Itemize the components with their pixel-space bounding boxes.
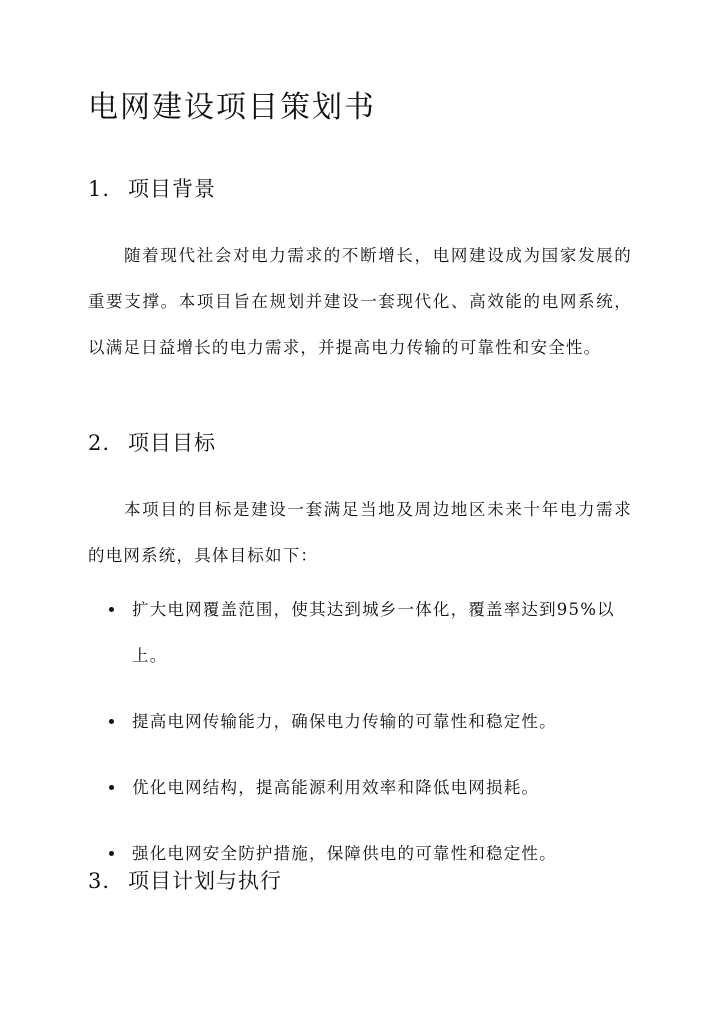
section-number: 2.: [88, 431, 111, 455]
bullet-text: 扩大电网覆盖范围，使其达到城乡一体化，覆盖率达到95%以上。: [132, 600, 615, 665]
goals-paragraph: 本项目的目标是建设一套满足当地及周边地区未来十年电力需求的电网系统，具体目标如下：: [88, 500, 632, 565]
list-item: [88, 765, 648, 811]
section-title: 项目背景: [128, 177, 216, 201]
section-heading-background: [88, 174, 216, 204]
document-title: 电网建设项目策划书: [88, 90, 376, 125]
section-heading-plan: [88, 866, 282, 896]
section-number: 1.: [88, 177, 111, 201]
background-paragraph: 随着现代社会对电力需求的不断增长，电网建设成为国家发展的重要支撑。本项目旨在规划并建设一套现代化、高效能的电网系统，以满足日益增长的电力需求，并提高电力传输的可靠性和安全性。: [88, 246, 632, 357]
bullet-dot-icon: [109, 607, 114, 612]
list-item: [88, 699, 648, 745]
bullet-dot-icon: [109, 719, 114, 724]
section-title: 项目计划与执行: [128, 869, 282, 893]
section-heading-goals: [88, 428, 216, 458]
bullet-text: 强化电网安全防护措施，保障供电的可靠性和稳定性。: [132, 844, 557, 863]
list-item: [88, 587, 648, 679]
bullet-text: 优化电网结构，提高能源利用效率和降低电网损耗。: [132, 778, 540, 797]
bullet-dot-icon: [109, 851, 114, 856]
goals-bullet-list: [88, 587, 648, 897]
bullet-dot-icon: [109, 785, 114, 790]
section-title: 项目目标: [128, 431, 216, 455]
section-number: 3.: [88, 869, 111, 893]
bullet-text: 提高电网传输能力，确保电力传输的可靠性和稳定性。: [132, 712, 557, 731]
